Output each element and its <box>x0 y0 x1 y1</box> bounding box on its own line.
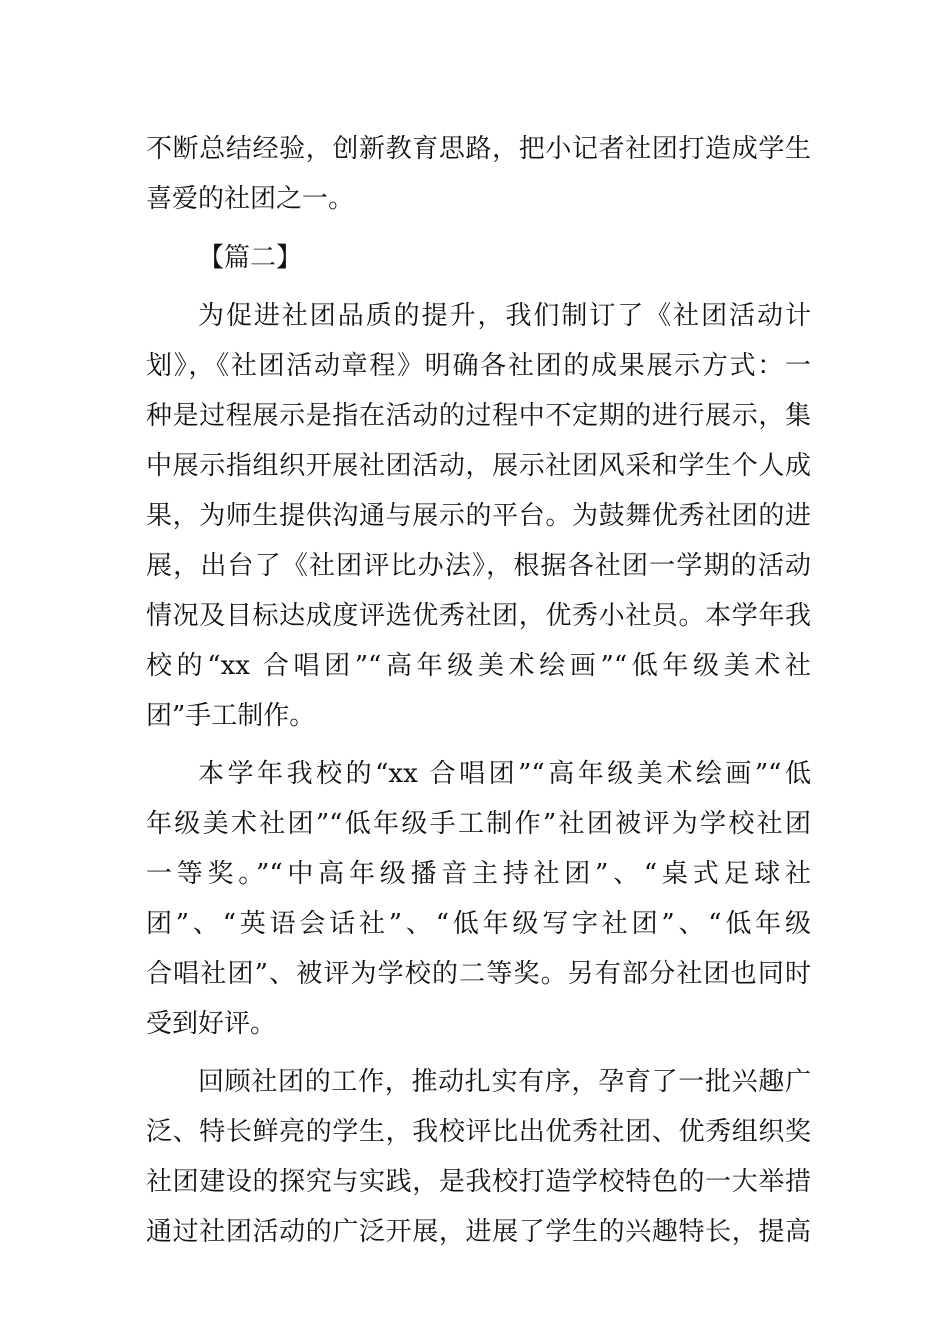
text-line <box>146 541 811 591</box>
text-line-content: 种是过程展示是指在活动的过程中不定期的进行展示，集 <box>146 401 811 431</box>
text-line <box>146 591 811 641</box>
text-line-content: 展，出台了《社团评比办法》，根据各社团一学期的活动 <box>146 551 811 581</box>
text-line <box>146 441 811 491</box>
text-line <box>146 233 811 283</box>
text-line-content: 受到好评。 <box>146 1009 277 1039</box>
text-line-content: 果，为师生提供沟通与展示的平台。为鼓舞优秀社团的进 <box>146 501 811 531</box>
text-line <box>146 1057 811 1107</box>
text-line-content: 为促进社团品质的提升，我们制订了《社团活动计 <box>198 301 811 331</box>
text-line <box>146 124 811 174</box>
text-line <box>146 391 811 441</box>
document-body <box>146 124 811 1257</box>
text-line-content: 回顾社团的工作，推动扎实有序，孕育了一批兴趣广 <box>198 1067 811 1097</box>
text-line-content: 情况及目标达成度评选优秀社团，优秀小社员。本学年我 <box>146 601 811 631</box>
text-line-content: 划》，《社团活动章程》明确各社团的成果展示方式：一 <box>146 351 811 381</box>
text-line <box>146 491 811 541</box>
text-line <box>146 1207 811 1257</box>
text-line-content: 本学年我校的“xx 合唱团”“高年级美术绘画”“低 <box>198 759 811 789</box>
text-line-content: 【篇二】 <box>198 243 303 273</box>
text-line <box>146 291 811 341</box>
text-line-content: 团”手工制作。 <box>146 701 316 731</box>
text-line-content: 校的“xx 合唱团”“高年级美术绘画”“低年级美术社 <box>146 651 811 681</box>
text-line <box>146 691 811 741</box>
text-line <box>146 849 811 899</box>
text-line-content: 通过社团活动的广泛开展，进展了学生的兴趣特长，提高 <box>146 1217 811 1247</box>
text-line-content: 社团建设的探究与实践，是我校打造学校特色的一大举措 <box>146 1167 811 1197</box>
text-line <box>146 1157 811 1207</box>
text-line-content: 喜爱的社团之一。 <box>146 184 355 214</box>
text-line-content: 泛、特长鲜亮的学生，我校评比出优秀社团、优秀组织奖 <box>146 1117 811 1147</box>
text-line <box>146 949 811 999</box>
text-line <box>146 641 811 691</box>
text-line <box>146 999 811 1049</box>
text-line-content: 团”、“英语会话社”、“低年级写字社团”、“低年级 <box>146 909 811 939</box>
text-line <box>146 1107 811 1157</box>
text-line-content: 中展示指组织开展社团活动，展示社团风采和学生个人成 <box>146 451 811 481</box>
text-line <box>146 174 811 224</box>
text-line <box>146 341 811 391</box>
text-line-content: 年级美术社团”“低年级手工制作”社团被评为学校社团 <box>146 809 811 839</box>
text-line <box>146 899 811 949</box>
text-line-content: 一等奖。”“中高年级播音主持社团”、“桌式足球社 <box>146 859 811 889</box>
text-line <box>146 749 811 799</box>
text-line <box>146 799 811 849</box>
text-line-content: 合唱社团”、被评为学校的二等奖。另有部分社团也同时 <box>146 959 811 989</box>
text-line-content: 不断总结经验，创新教育思路，把小记者社团打造成学生 <box>146 134 811 164</box>
